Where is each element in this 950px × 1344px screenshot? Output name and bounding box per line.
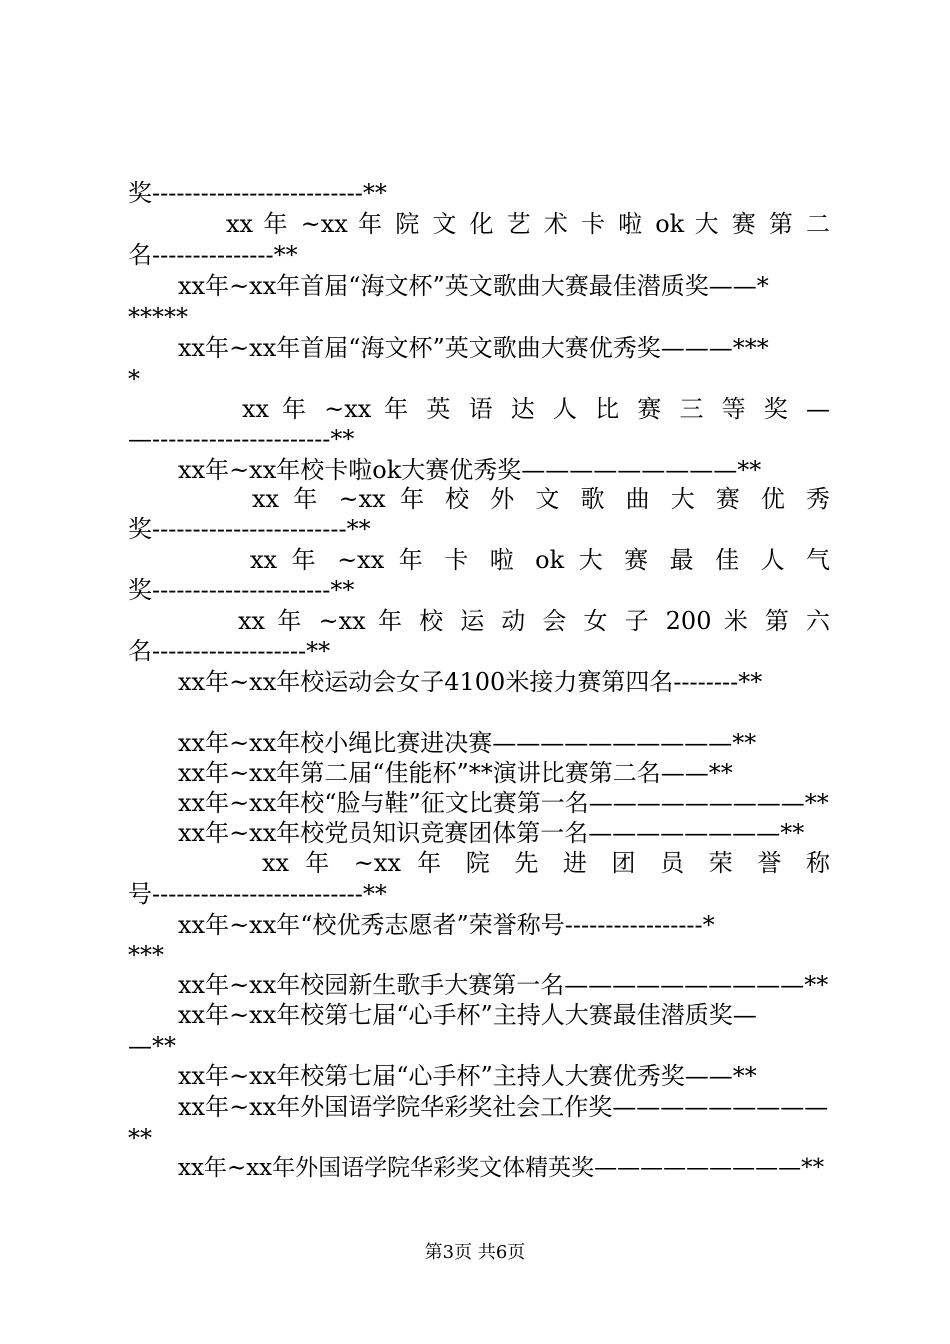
text-line: xx年~xx年校第七届“心手杯”主持人大赛最佳潜质奖— xyxy=(178,1001,757,1029)
text-line: xx 年 ~xx 年 院 文 化 艺 术 卡 啦 ok 大 赛 第 二 xyxy=(226,210,830,238)
text-line: xx年~xx年外国语学院华彩奖社会工作奖————————— xyxy=(178,1093,829,1121)
text-line: xx年~xx年首届“海文杯”英文歌曲大赛最佳潜质奖——* xyxy=(178,272,769,300)
page-footer: 第3页 共6页 xyxy=(424,1242,526,1263)
text-line: * xyxy=(128,365,140,393)
text-line: xx年~xx年第二届“佳能杯”**演讲比赛第二名——** xyxy=(178,759,733,787)
text-line: xx年~xx年校园新生歌手大赛第一名——————————** xyxy=(178,971,829,999)
text-line: xx 年 ~xx 年 英 语 达 人 比 赛 三 等 奖 — xyxy=(242,395,830,423)
text-line: xx年~xx年校“脸与鞋”征文比赛第一名—————————** xyxy=(178,789,829,817)
text-line: xx年~xx年“校优秀志愿者”荣誉称号-----------------* xyxy=(178,911,715,939)
text-line: *** xyxy=(128,941,164,969)
text-line: xx年~xx年校党员知识竞赛团体第一名————————** xyxy=(178,819,805,847)
text-line: xx年~xx年校运动会女子4100米接力赛第四名--------** xyxy=(178,668,763,696)
text-line: xx年~xx年校第七届“心手杯”主持人大赛优秀奖——** xyxy=(178,1062,757,1090)
text-line: —** xyxy=(128,1032,176,1060)
text-line: xx年~xx年校小绳比赛进决赛——————————** xyxy=(178,729,757,757)
text-line: xx 年 ~xx 年 院 先 进 团 员 荣 誉 称 xyxy=(262,849,830,877)
text-line: 名-------------------** xyxy=(128,637,331,665)
text-line: 奖----------------------** xyxy=(128,576,355,604)
text-line: 奖------------------------** xyxy=(128,515,371,543)
text-line: xx 年 ~xx 年 校 运 动 会 女 子 200 米 第 六 xyxy=(238,607,830,635)
text-line: 奖--------------------------** xyxy=(128,179,387,207)
text-line: ** xyxy=(128,1124,152,1152)
text-line: xx年~xx年首届“海文杯”英文歌曲大赛优秀奖———*** xyxy=(178,334,769,362)
text-line: xx年~xx年外国语学院华彩奖文体精英奖—————————** xyxy=(178,1155,825,1181)
text-line: xx 年 ~xx 年 校 外 文 歌 曲 大 赛 优 秀 xyxy=(252,485,830,513)
text-line: ***** xyxy=(128,303,188,331)
text-line: 号--------------------------** xyxy=(128,880,387,908)
text-line: xx 年 ~xx 年 卡 啦 ok 大 赛 最 佳 人 气 xyxy=(250,546,830,574)
text-line: xx年~xx年校卡啦ok大赛优秀奖—————————** xyxy=(178,456,762,484)
text-line: —----------------------** xyxy=(128,425,355,453)
text-line: 名---------------** xyxy=(128,241,298,269)
